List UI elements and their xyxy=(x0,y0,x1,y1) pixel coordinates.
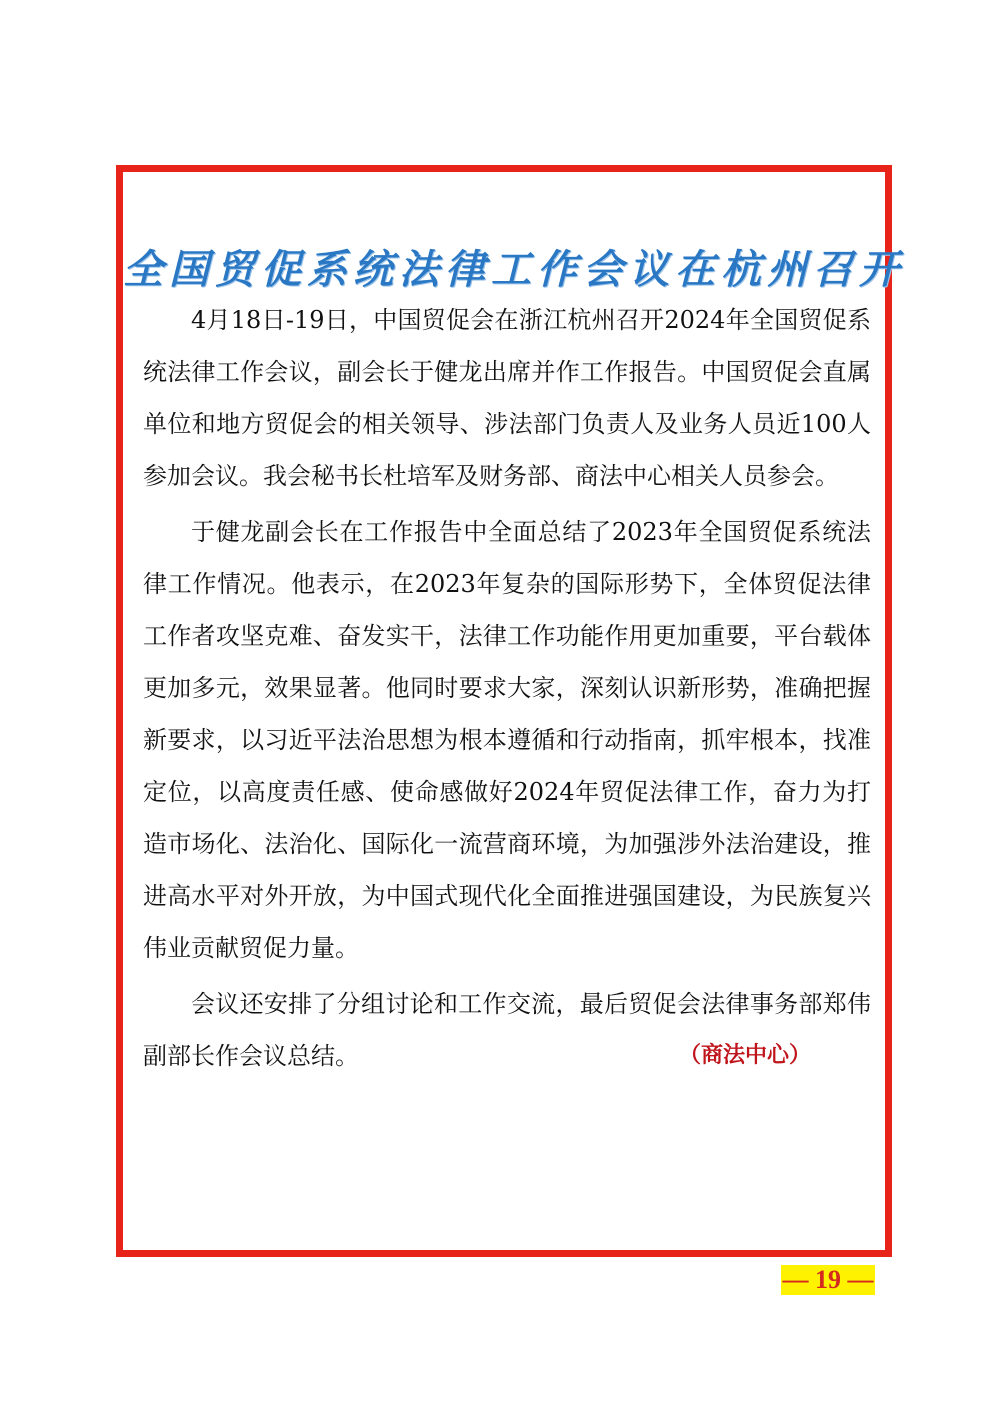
page-number: — 19 — xyxy=(782,1265,874,1294)
source-attribution: （商法中心） xyxy=(678,1043,811,1068)
paragraph-3 xyxy=(143,978,871,1082)
paragraph-1: 4月18日-19日，中国贸促会在浙江杭州召开2024年全国贸促系统法律工作会议，副会长于健龙出席并作工作报告。中国贸促会直属单位和地方贸促会的相关领导、涉法部门负责人及业务人员近100人参加会议。我会秘书长杜培军及财务部、商法中心相关人员参会。 xyxy=(143,306,871,490)
article-title: 全国贸促系统法律工作会议在杭州召开 xyxy=(123,246,905,293)
article-body xyxy=(143,294,871,1086)
paragraph-3-text: 会议还安排了分组讨论和工作交流，最后贸促会法律事务部郑伟副部长作会议总结。 xyxy=(143,990,871,1070)
red-border-frame xyxy=(116,165,905,1257)
paragraph-2: 于健龙副会长在工作报告中全面总结了2023年全国贸促系统法律工作情况。他表示，在2023年复杂的国际形势下，全体贸促法律工作者攻坚克难、奋发实干，法律工作功能作用更加重要，平台载体更加多元，效果显著。他同时要求大家，深刻认识新形势，准确把握新要求，以习近平法治思想为根本遵循和行动指南，抓牢根本，找准定位，以高度责任感、使命感做好2024年贸促法律工作，奋力为打造市场化、法治化、国际化一流营商环境，为加强涉外法治建设，推进高水平对外开放，为中国式现代化全面推进强国建设，为民族复兴伟业贡献贸促力量。 xyxy=(143,518,871,962)
